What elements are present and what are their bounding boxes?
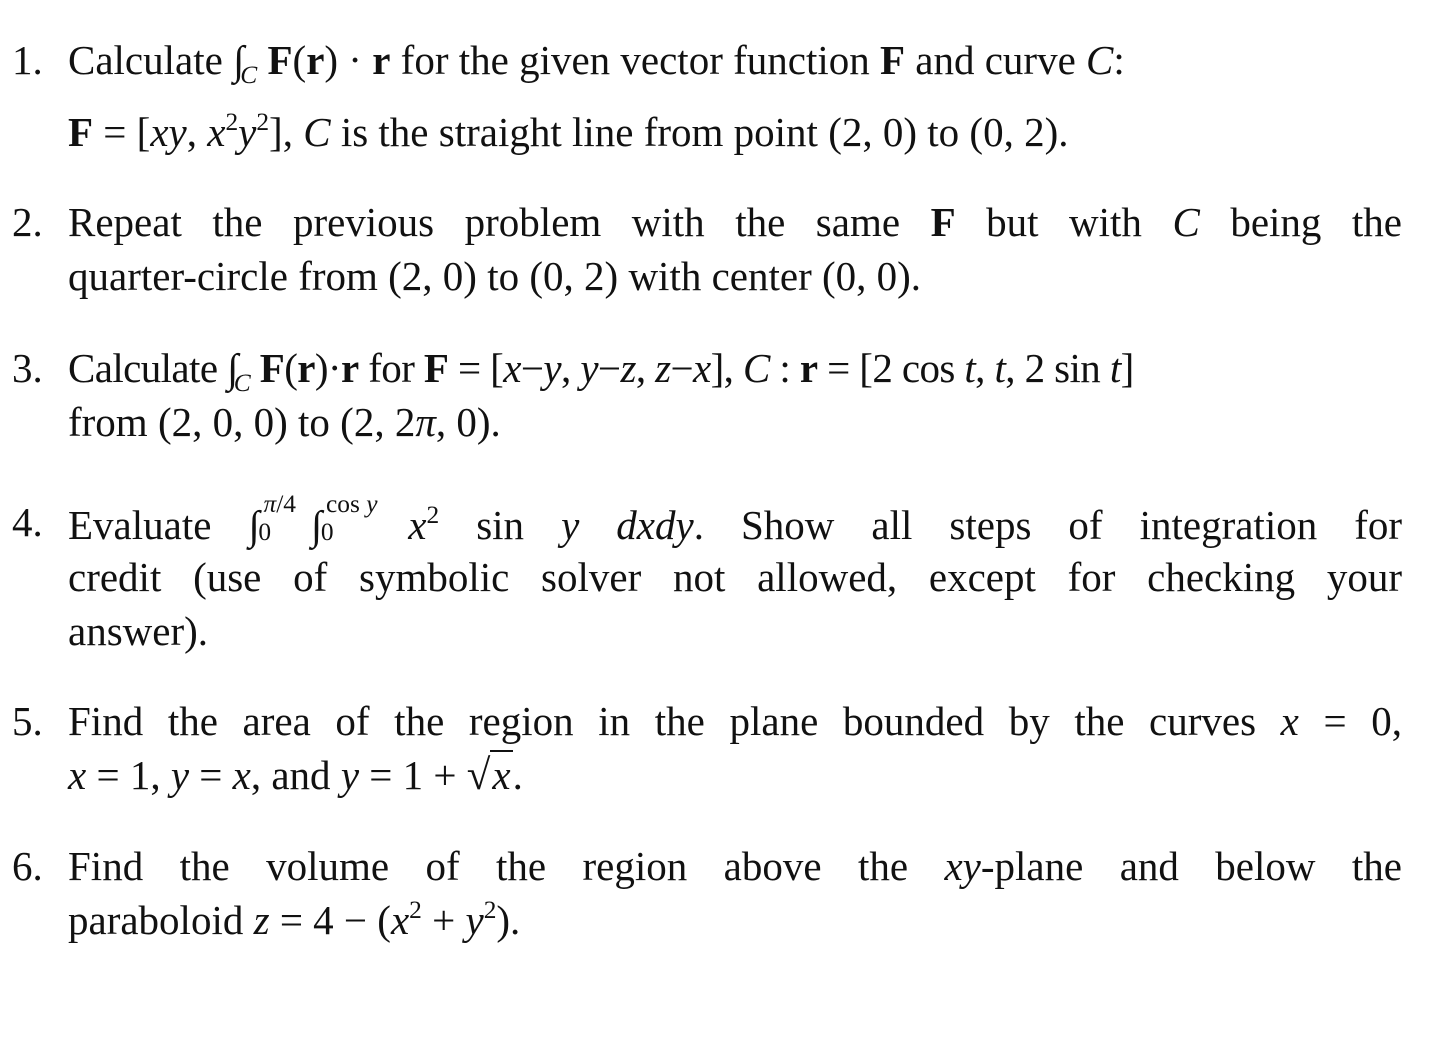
problem-number: 2. (12, 199, 43, 245)
problem-number: 5. (12, 698, 43, 744)
problem-5-line-1: Find the area of the region in the plane bounded by the curves x = 0, (68, 698, 1402, 744)
problem-number: 6. (12, 843, 43, 889)
problem-2-line-1: Repeat the previous problem with the same F but with C being the (68, 199, 1403, 245)
problem-5-line-2: x = 1, y = x, and y = 1 + √x. (68, 752, 523, 799)
problem-number: 1. (12, 37, 43, 83)
problem-3-line-1: Calculate $\int_C$ F(r)·r for F = [x−y, y−z, z−x], C : r = [2 cos t, t, 2 sin t] (68, 345, 1134, 398)
problem-1-line-1: Calculate $\int_C$ F(r) · r for the given vector function F and curve C: (68, 37, 1125, 90)
problem-1-line-2: F = [xy, $x^2y^2$], C is the straight line from point (2, 0) to (0, 2). (68, 108, 1069, 155)
problem-2-line-2: quarter-circle from (2, 0) to (0, 2) with center (0, 0). (68, 253, 922, 299)
problem-number: 3. (12, 345, 43, 391)
problem-4-line-1: Evaluate ∫ π/4 0 ∫ cos y 0 $x^2$ sin y dxdy. Show all steps of integration for (68, 489, 1403, 548)
problem-3-line-2: from (2, 0, 0) to (2, 2π, 0). (68, 399, 501, 445)
problem-6-line-1: Find the volume of the region above the xy-plane and below the (68, 843, 1402, 889)
problem-6-line-2: paraboloid $z = 4 - (x^2 + y^2)$. (68, 896, 521, 943)
problem-4-line-3: answer). (68, 608, 209, 654)
problem-number: 4. (12, 499, 43, 545)
problem-4-line-2: credit (use of symbolic solver not allowed, except for checking your (68, 554, 1402, 600)
